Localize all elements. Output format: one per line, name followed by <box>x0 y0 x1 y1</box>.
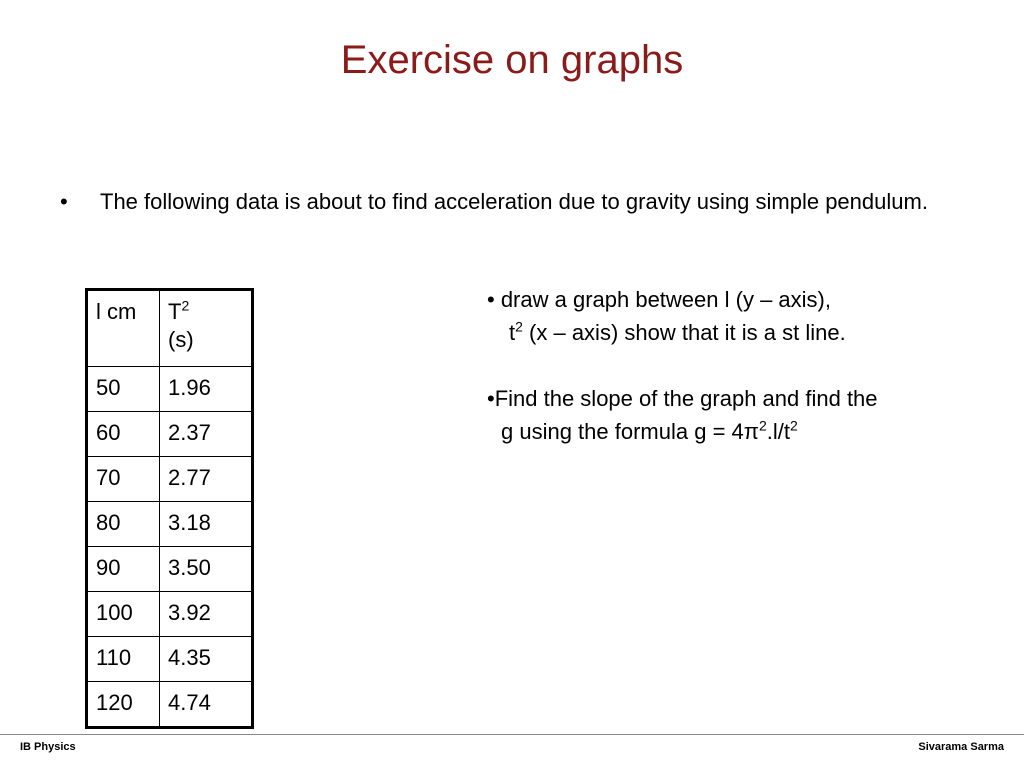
intro-text: The following data is about to find acceleration due to gravity using simple pendulum. <box>100 189 928 214</box>
table-row <box>87 367 253 412</box>
instruction-axis-t: t <box>509 320 516 345</box>
header-period-squared <box>160 290 253 367</box>
instruction-formula <box>487 415 1007 448</box>
cell-period-squared: 1.96 <box>160 367 253 412</box>
formula-middle: .l/t <box>766 419 790 444</box>
cell-length: 120 <box>87 682 160 728</box>
table-row <box>87 637 253 682</box>
table-row <box>87 412 253 457</box>
table-row <box>87 682 253 728</box>
cell-period-squared: 4.74 <box>160 682 253 728</box>
header-period-symbol: T <box>168 299 182 324</box>
formula-pi-exponent: 2 <box>758 417 767 434</box>
footer-course: IB Physics <box>20 741 76 753</box>
cell-period-squared: 3.50 <box>160 547 253 592</box>
slide-title: Exercise on graphs <box>340 38 684 82</box>
table-row <box>87 502 253 547</box>
header-length: l cm <box>87 290 160 367</box>
instruction-find-slope: •Find the slope of the graph and find the <box>487 386 878 411</box>
bullet-icon: • <box>60 189 68 214</box>
cell-period-squared: 2.37 <box>160 412 253 457</box>
table-row <box>87 547 253 592</box>
footer-author: Sivarama Sarma <box>918 741 1004 753</box>
slide-footer <box>0 734 1024 753</box>
cell-length: 50 <box>87 367 160 412</box>
cell-period-squared: 3.92 <box>160 592 253 637</box>
instruction-draw-graph: • draw a graph between l (y – axis), <box>487 287 831 312</box>
spacer <box>487 349 1007 382</box>
formula-prefix: g using the formula g = 4π <box>501 419 759 444</box>
table-row <box>87 592 253 637</box>
header-period-unit: (s) <box>168 327 194 352</box>
cell-period-squared: 2.77 <box>160 457 253 502</box>
instruction-axis-detail <box>487 316 1007 349</box>
cell-length: 100 <box>87 592 160 637</box>
instruction-axis-exponent: 2 <box>515 318 523 335</box>
cell-length: 90 <box>87 547 160 592</box>
header-period-exponent: 2 <box>181 297 190 314</box>
cell-period-squared: 3.18 <box>160 502 253 547</box>
cell-length: 60 <box>87 412 160 457</box>
cell-length: 110 <box>87 637 160 682</box>
cell-length: 80 <box>87 502 160 547</box>
table-header-row <box>87 290 253 367</box>
intro-bullet-item <box>60 186 960 218</box>
cell-period-squared: 4.35 <box>160 637 253 682</box>
instructions <box>487 283 1007 448</box>
pendulum-data-table <box>85 288 254 729</box>
formula-t-exponent: 2 <box>789 417 798 434</box>
cell-length: 70 <box>87 457 160 502</box>
instruction-axis-rest: (x – axis) show that it is a st line. <box>522 320 846 345</box>
table-row <box>87 457 253 502</box>
